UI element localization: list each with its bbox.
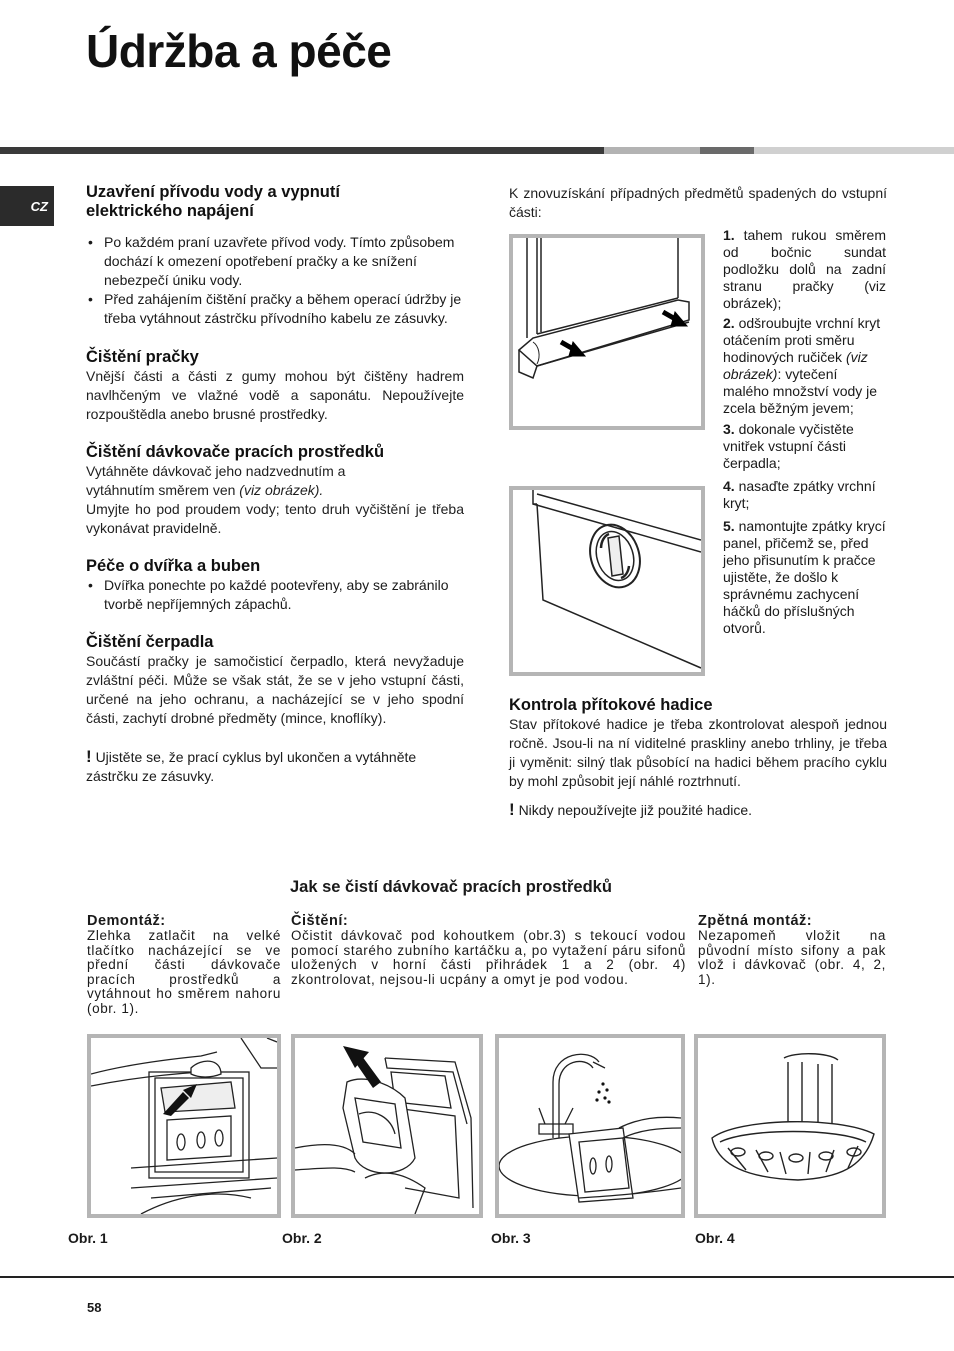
caption-figure-3: Obr. 3 xyxy=(491,1230,531,1246)
dispenser-lift-drawing xyxy=(295,1038,479,1214)
step-number: 2. xyxy=(723,315,735,331)
dispenser-text-italic: (viz obrázek). xyxy=(239,482,324,498)
cleaning-heading: Čištění: xyxy=(291,913,349,929)
page-number: 58 xyxy=(87,1300,102,1315)
section-heading-door-drum: Péče o dvířka a buben xyxy=(86,557,261,575)
siphon-drawing xyxy=(698,1038,882,1214)
section-heading-washer-cleaning: Čištění pračky xyxy=(86,348,199,366)
dispenser-col-cleaning xyxy=(291,913,686,987)
section-heading-water-power: Uzavření přívodu vody a vypnutí elektrického napájení xyxy=(86,183,340,220)
pump-cover-figure xyxy=(509,486,705,676)
language-tab: CZ xyxy=(0,186,54,226)
pump-warning-text: Ujistěte se, že prací cyklus byl ukončen a vytáhněte zástrčku ze zásuvky. xyxy=(86,749,417,784)
step-1 xyxy=(723,227,886,312)
left-column xyxy=(86,183,464,786)
step-text: odšroubujte vrchní kryt otáčením proti směru hodinových ručiček xyxy=(723,315,881,365)
hose-warning xyxy=(509,800,887,820)
list-item: • Před zahájením čištění pračky a během operací údržby je třeba vytáhnout zástrčku přívodního kabelu ze zásuvky. xyxy=(86,290,464,328)
step-text: dokonale vyčistěte vnitřek vstupní části čerpadla; xyxy=(723,421,854,471)
door-drum-list xyxy=(86,576,464,614)
step-number: 5. xyxy=(723,518,735,534)
caption-figure-2: Obr. 2 xyxy=(282,1230,322,1246)
step-text-italic: (viz obrázek) xyxy=(723,349,868,382)
hose-section xyxy=(509,696,887,820)
header-bar-mid xyxy=(700,147,754,154)
section-heading-dispenser-cleaning: Čištění dávkovače pracích prostředků xyxy=(86,443,385,461)
page-title: Údržba a péče xyxy=(86,25,392,77)
pump-panel-figure xyxy=(509,234,705,430)
reassembly-text: Nezapomeň vložit na původní místo sifony a pak vlož i dávkovač (obr. 4, 2, 1). xyxy=(698,928,886,987)
washer-cleaning-text: Vnější části a části z gumy mohou být čištěny hadrem navlhčeným ve vlažné vodě a saponátu. Nepoužívejte rozpouštědla anebo brusné prostředky. xyxy=(86,368,464,422)
step-number: 1. xyxy=(723,227,735,243)
dispenser-cleaning-text-2: Umyjte ho pod proudem vody; tento druh vyčištění je třeba vykonávat pravidelně. xyxy=(86,501,464,536)
figure-1 xyxy=(87,1034,281,1218)
cleaning-text: Očistit dávkovač pod kohoutkem (obr.3) s tekoucí vodou pomocí starého zubního kartáčku a, po vytažení páru sifonů uložených v horní části přihrádek 1 a 2 (obr. 4) zkontrolovat, nejsou-li ucpány a omyt je pod vodou. xyxy=(291,928,686,987)
dispenser-heading: Jak se čistí dávkovač pracích prostředků xyxy=(290,878,612,896)
header-bar-pale xyxy=(754,147,954,154)
pump-panel-drawing xyxy=(513,238,701,426)
step-text: nasaďte zpátky vrchní kryt; xyxy=(723,478,876,511)
hose-warning-text: Nikdy nepoužívejte již použité hadice. xyxy=(518,802,753,818)
list-item: • Dvířka ponechte po každé pootevřeny, aby se zabránilo tvorbě nepříjemných zápachů. xyxy=(86,576,464,614)
faucet-wash-drawing xyxy=(499,1038,681,1214)
pump-cover-drawing xyxy=(513,490,701,672)
step-text: tahem rukou směrem od bočnic sundat podložku dolů na zadní stranu pračky (viz obrázek); xyxy=(723,227,886,311)
dispenser-removal-drawing xyxy=(91,1038,277,1214)
step-4 xyxy=(723,478,886,512)
pump-steps xyxy=(723,227,886,641)
water-power-list xyxy=(86,233,464,328)
list-item: • Po každém praní uzavřete přívod vody. Tímto způsobem dochází k omezení opotřebení pračky a ke snížení nebezpečí úniku vody. xyxy=(86,233,464,290)
header-bar-light xyxy=(604,147,700,154)
figure-2 xyxy=(291,1034,483,1218)
pump-warning xyxy=(86,747,464,786)
warning-icon: ! xyxy=(86,747,92,766)
right-column-intro xyxy=(509,184,887,222)
dispenser-cleaning-text xyxy=(86,462,396,500)
section-heading-pump: Čištění čerpadla xyxy=(86,633,214,651)
pump-text: Součástí pračky je samočisticí čerpadlo, která nevyžaduje zvláštní péči. Může se však stát, že se v jeho vstupní části, určené na jeho ochranu, a nacházející se v jeho spodní části, zachytí drobné předměty (mince, knoflíky). xyxy=(86,653,464,726)
reassembly-heading: Zpětná montáž: xyxy=(698,913,813,929)
removal-heading: Demontáž: xyxy=(87,913,166,929)
figure-4 xyxy=(694,1034,886,1218)
caption-figure-4: Obr. 4 xyxy=(695,1230,735,1246)
removal-text: Zlehka zatlačit na velké tlačítko nacházející se ve přední části dávkovače pracích prostředků a vytáhnout ho směrem nahoru (obr. 1). xyxy=(87,928,281,1016)
hose-text: Stav přítokové hadice je třeba zkontrolovat alespoň jednou ročně. Jsou-li na ní viditelné praskliny anebo trhliny, je třeba ji vyměnit: silný tlak působící na hadici během pracího cyklu by mohl způsobit její náhlé roztrhnutí. xyxy=(509,716,887,789)
footer-rule xyxy=(0,1276,954,1278)
header-bar-dark xyxy=(0,147,604,154)
pump-intro-text: K znovuzískání případných předmětů spadených do vstupní části: xyxy=(509,185,887,220)
step-3 xyxy=(723,421,886,472)
warning-icon: ! xyxy=(509,800,515,819)
step-5 xyxy=(723,518,886,637)
caption-figure-1: Obr. 1 xyxy=(68,1230,108,1246)
figure-3 xyxy=(495,1034,685,1218)
steps-list xyxy=(723,227,886,637)
step-2 xyxy=(723,315,886,417)
dispenser-col-removal xyxy=(87,913,281,1016)
step-number: 4. xyxy=(723,478,735,494)
dispenser-text-main: Vytáhněte dávkovač jeho nadzvednutím a vytáhnutím směrem ven xyxy=(86,463,346,498)
step-text: namontujte zpátky krycí panel, přičemž se, před jeho přisunutím k pračce ujistěte, že došlo k správnému zachycení háčků do příslušných otvorů. xyxy=(723,518,886,636)
dispenser-col-reassembly xyxy=(698,913,886,987)
step-text-after: : vytečení malého množství vody je zcela běžným jevem; xyxy=(723,366,878,416)
step-number: 3. xyxy=(723,421,735,437)
section-heading-hose: Kontrola přítokové hadice xyxy=(509,696,713,714)
